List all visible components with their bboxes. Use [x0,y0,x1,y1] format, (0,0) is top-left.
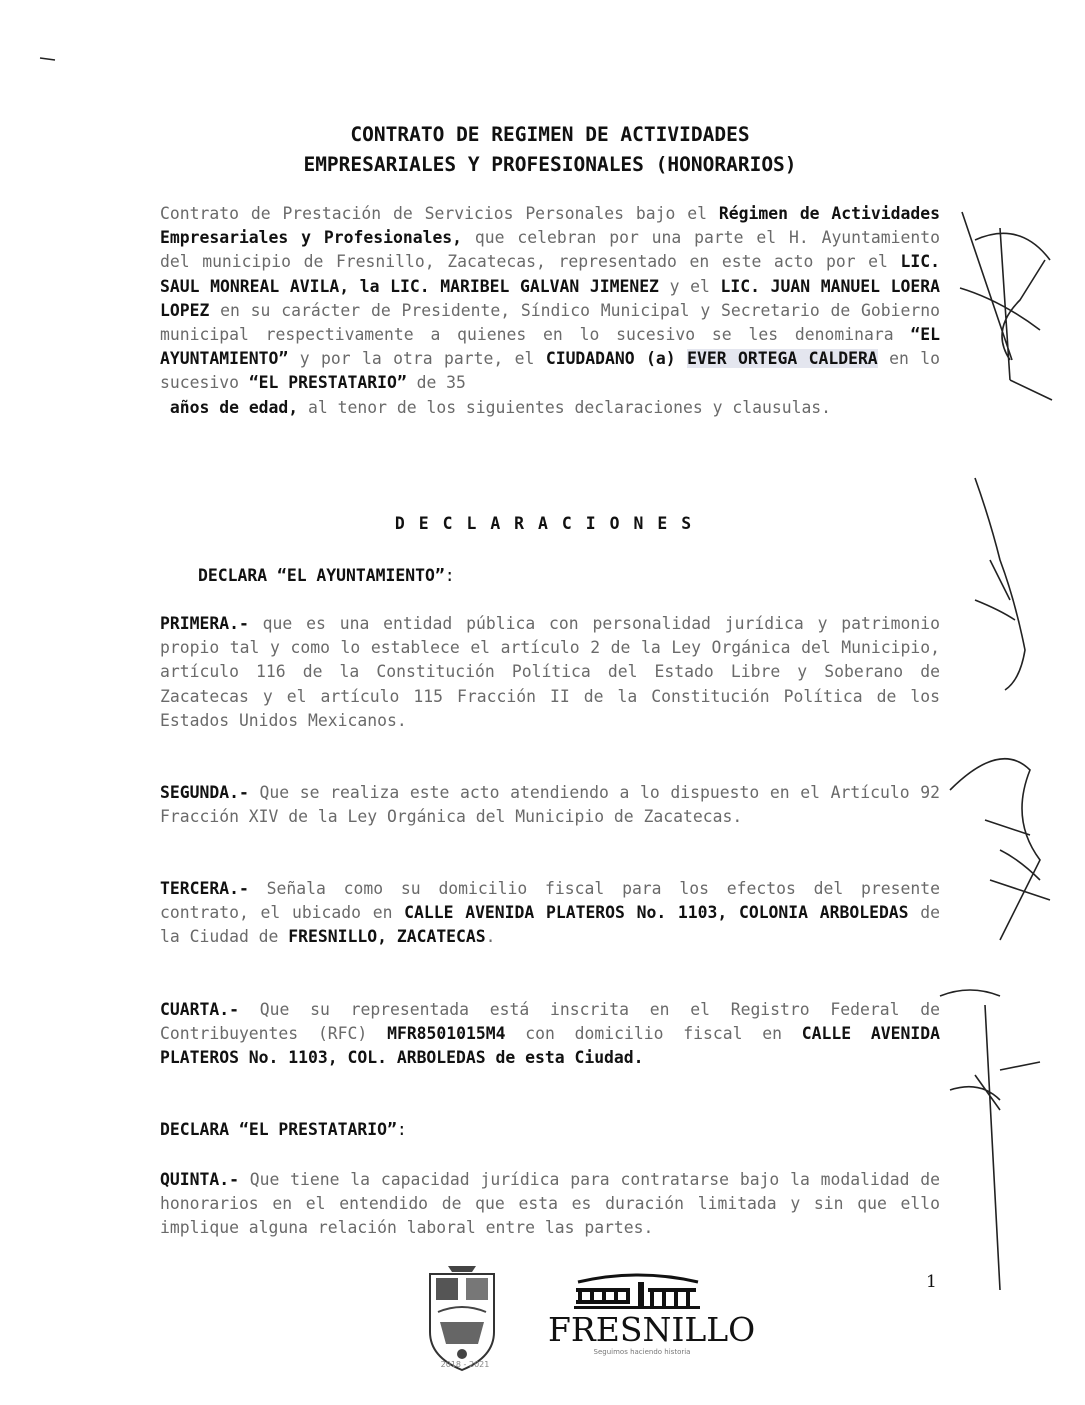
quinta-clause [160,1168,940,1241]
tercera-clause [160,877,940,950]
primera-clause [160,612,940,733]
tercera-city: FRESNILLO, ZACATECAS [288,927,486,947]
declara-prestatario-heading [160,1120,407,1139]
cuarta-text-2: con domicilio fiscal en [505,1024,802,1044]
tercera-address: CALLE AVENIDA PLATEROS No. 1103, COLONIA ARBOLEDAS [404,903,909,923]
primera-text: que es una entidad pública con personalidad jurídica y patrimonio propio tal y como lo establece el artículo 2 de la Ley Orgánica del Municipio, artículo 116 de la Constitución Política del Estado Libre y Soberano de Zacatecas y el artículo 115 Fracción II de la Constitución Política de los Estados Unidos Mexicanos. [160,614,940,730]
cuarta-address: CALLE AVENIDA PLATEROS No. 1103, COL. ARBOLEDAS de esta Ciudad. [160,1024,940,1068]
intro-text-9: al tenor de los siguientes declaraciones y clausulas. [298,397,832,417]
age-label: años de edad, [169,397,299,417]
ayuntamiento-alias: “EL AYUNTAMIENTO” [160,325,940,369]
colon: : [444,566,455,585]
title-line-2: EMPRESARIALES Y PROFESIONALES (HONORARIOS) [303,153,797,176]
seal-caption: 2018 - 2021 [440,1360,490,1369]
declara-label: DECLARA [160,1120,230,1139]
prestatario-alias: “EL PRESTATARIO” [248,373,407,393]
intro-text-4: en su carácter de Presidente, Síndico Municipal y Secretario de Gobierno municipal respectivamente a quienes en lo sucesivo se les denominara [160,300,940,345]
intro-text-2: que celebran por una parte el H. Ayuntamiento del municipio de Fresnillo, Zacatecas, representado en este acto por el [160,228,940,272]
declaraciones-heading: DECLARACIONES [394,514,706,533]
cuarta-clause [160,998,940,1071]
intro-text-5: y por la otra parte, el [288,349,546,369]
prestatario-name: EVER ORTEGA CALDERA [687,349,878,369]
logo-text: FRESNILLO [548,1310,756,1349]
cuarta-text-1: Que su representada está inscrita en el Registro Federal de Contribuyentes (RFC) [160,1000,940,1044]
tercera-text-3: . [485,927,496,947]
intro-text-1: Contrato de Prestación de Servicios Personales bajo el [160,204,719,223]
tercera-label: TERCERA.- [160,879,249,898]
tercera-text-2: de la Ciudad de [160,903,940,947]
quinta-text: Que tiene la capacidad jurídica para contratarse bajo la modalidad de honorarios en el entendido de que esta es duración limitada y sin que ello implique alguna relación laboral entre las partes. [160,1170,940,1238]
ayuntamiento-name: “EL AYUNTAMIENTO” [276,566,445,585]
ciudadano-label: CIUDADANO (a) [545,349,676,369]
prestatario-name-heading: “EL PRESTATARIO” [238,1120,397,1139]
representatives-1: LIC. SAUL MONREAL AVILA, la LIC. MARIBEL GALVAN JIMENEZ [160,252,940,296]
regime-name: Régimen de Actividades Empresariales y Profesionales, [160,204,940,248]
intro-age: de 35 [406,373,466,393]
intro-paragraph [160,202,940,420]
page-number: 1 [926,1272,937,1292]
intro-text-7: en lo sucesivo [160,349,940,393]
segunda-clause [160,781,940,829]
cuarta-label: CUARTA.- [160,1000,239,1019]
title-line-1: CONTRATO DE REGIMEN DE ACTIVIDADES [350,123,750,146]
declara-ayuntamiento-heading [198,566,455,585]
intro-text-3: y el [658,276,721,296]
contract-title [160,120,940,180]
declara-label: DECLARA [198,566,268,585]
segunda-label: SEGUNDA.- [160,783,249,802]
segunda-text: Que se realiza este acto atendiendo a lo dispuesto en el Artículo 92 Fracción XIV de la Ley Orgánica del Municipio de Zacatecas. [160,783,940,827]
colon: : [396,1120,407,1139]
rfc-value: MFR8501015M4 [387,1024,506,1044]
representative-2: LIC. JUAN MANUEL LOERA LOPEZ [160,276,940,320]
logo-slogan: Seguimos haciendo historia [593,1348,691,1356]
quinta-label: QUINTA.- [160,1170,239,1189]
primera-label: PRIMERA.- [160,614,249,633]
tercera-text-1: Señala como su domicilio fiscal para los efectos del presente contrato, el ubicado en [160,879,940,923]
intro-space [676,349,687,368]
